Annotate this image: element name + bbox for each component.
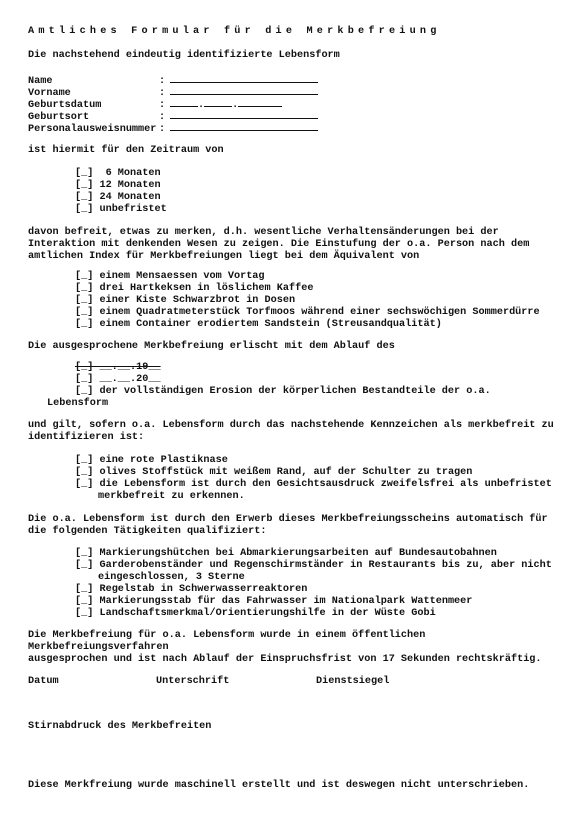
forehead-label: Stirnabdruck des Merkbefreiten — [28, 721, 212, 732]
checkbox[interactable]: [_] — [75, 283, 94, 294]
paragraph-line: die folgenden Tätigkeiten qualifiziert: — [28, 526, 267, 537]
field-name: Name : — [28, 73, 318, 88]
mark-option[interactable]: [_] olives Stoffstück mit weißem Rand, auf der Schulter zu tragen — [75, 467, 473, 478]
period-option[interactable]: [_] 6 Monaten — [75, 168, 161, 179]
mark-option-cont: merkbefreit zu erkennen. — [98, 491, 245, 502]
field-label: Geburtsdatum — [28, 100, 102, 111]
expiry-option-erosion-cont: Lebensform — [47, 398, 109, 409]
expiry-intro: Die ausgesprochene Merkbefreiung erlischt mit dem Ablauf des — [28, 341, 395, 352]
birth-month-line[interactable] — [204, 97, 232, 107]
checkbox[interactable]: [_] — [75, 608, 94, 619]
expiry-option-19[interactable]: [_] __.__.19__ — [75, 362, 161, 373]
signature-row — [28, 676, 389, 688]
field-geburtsort: Geburtsort : — [28, 109, 318, 124]
job-option[interactable]: [_] Garderobenständer und Regenschirmständer in Restaurants bis zu, aber nicht — [75, 560, 552, 571]
checkbox[interactable]: [_] — [75, 596, 94, 607]
mark-option[interactable]: [_] die Lebensform ist durch den Gesichtsausdruck zweifelsfrei als unbefristet — [75, 479, 552, 490]
expiry-option-erosion[interactable]: [_] der vollständigen Erosion der körperlichen Bestandteile der o.a. — [75, 386, 491, 397]
index-option[interactable]: [_] einem Container erodiertem Sandstein (Streusandqualität) — [75, 319, 442, 330]
job-option[interactable]: [_] Markierungshütchen bei Abmarkierungsarbeiten auf Bundesautobahnen — [75, 548, 497, 559]
field-label: Name — [28, 76, 53, 87]
checkbox[interactable]: [_] — [75, 168, 94, 179]
checkbox[interactable]: [_] — [75, 204, 94, 215]
paragraph-line: ausgesprochen und ist nach Ablauf der Einspruchsfrist von 17 Sekunden rechtskräftig. — [28, 654, 542, 665]
job-option[interactable]: [_] Regelstab in Schwerwasserreaktoren — [75, 584, 308, 595]
period-option[interactable]: [_] unbefristet — [75, 204, 167, 215]
field-label: Personalausweisnummer — [28, 124, 157, 135]
checkbox[interactable]: [_] — [75, 192, 94, 203]
intro-text: Die nachstehend eindeutig identifizierte Lebensform — [28, 50, 340, 61]
paragraph-line: identifizieren ist: — [28, 432, 145, 443]
expiry-option-20[interactable]: [_] __.__.20__ — [75, 374, 161, 385]
checkbox[interactable]: [_] — [75, 271, 94, 282]
footer-note: Diese Merkfreiung wurde maschinell erstellt und ist deswegen nicht unterschrieben. — [28, 780, 530, 791]
index-option[interactable]: [_] einer Kiste Schwarzbrot in Dosen — [75, 295, 296, 306]
paragraph-line: Interaktion mit denkenden Wesen zu zeigen. Die Einstufung der o.a. Person nach dem — [28, 239, 530, 250]
paragraph-line: davon befreit, etwas zu merken, d.h. wesentliche Verhaltensänderungen bei der — [28, 227, 499, 238]
seal-label: Dienstsiegel — [316, 676, 390, 687]
index-option[interactable]: [_] einem Quadratmeterstück Torfmoos während einer sechswöchigen Sommerdürre — [75, 307, 540, 318]
checkbox[interactable]: [_] — [75, 295, 94, 306]
checkbox[interactable]: [_] — [75, 548, 94, 559]
checkbox[interactable]: [_] — [75, 584, 94, 595]
date-label: Datum — [28, 676, 59, 687]
form-title: Amtliches Formular für die Merkbefreiung — [28, 26, 441, 37]
field-geburtsdatum: Geburtsdatum : . . — [28, 97, 282, 112]
mark-option[interactable]: [_] eine rote Plastiknase — [75, 455, 228, 466]
paragraph-line: amtlichen Index für Merkbefreiungen liegt bei dem Äquivalent von — [28, 251, 420, 262]
job-option[interactable]: [_] Markierungsstab für das Fahrwasser im Nationalpark Wattenmeer — [75, 596, 473, 607]
paragraph-line: und gilt, sofern o.a. Lebensform durch das nachstehende Kennzeichen als merkbefreit zu — [28, 420, 554, 431]
ausweis-line[interactable] — [170, 121, 318, 131]
paragraph-line: Merkbefreiungsverfahren — [28, 642, 169, 653]
checkbox[interactable]: [_] — [75, 467, 94, 478]
checkbox[interactable]: [_] — [75, 319, 94, 330]
period-intro: ist hiermit für den Zeitraum von — [28, 145, 224, 156]
geburtsort-line[interactable] — [170, 109, 318, 119]
checkbox[interactable]: [_] — [75, 180, 94, 191]
period-option[interactable]: [_] 12 Monaten — [75, 180, 161, 191]
checkbox[interactable]: [_] — [75, 307, 94, 318]
birth-year-line[interactable] — [238, 97, 282, 107]
field-personalausweisnummer: Personalausweisnummer : — [28, 121, 318, 136]
period-option[interactable]: [_] 24 Monaten — [75, 192, 161, 203]
checkbox[interactable]: [_] — [75, 560, 94, 571]
birth-day-line[interactable] — [170, 97, 198, 107]
job-option-cont: eingeschlossen, 3 Sterne — [98, 572, 245, 583]
paragraph-line: Die Merkbefreiung für o.a. Lebensform wurde in einem öffentlichen — [28, 630, 426, 641]
field-vorname: Vorname : — [28, 85, 318, 100]
vorname-line[interactable] — [170, 85, 318, 95]
checkbox[interactable]: [_] — [75, 455, 94, 466]
name-line[interactable] — [170, 73, 318, 83]
field-label: Geburtsort — [28, 112, 90, 123]
paragraph-line: Die o.a. Lebensform ist durch den Erwerb dieses Merkbefreiungsscheins automatisch für — [28, 514, 548, 525]
index-option[interactable]: [_] einem Mensaessen vom Vortag — [75, 271, 265, 282]
checkbox[interactable]: [_] — [75, 479, 94, 490]
field-label: Vorname — [28, 88, 71, 99]
index-option[interactable]: [_] drei Hartkeksen in löslichem Kaffee — [75, 283, 314, 294]
signature-label: Unterschrift — [156, 676, 230, 687]
job-option[interactable]: [_] Landschaftsmerkmal/Orientierungshilfe in der Wüste Gobi — [75, 608, 436, 619]
